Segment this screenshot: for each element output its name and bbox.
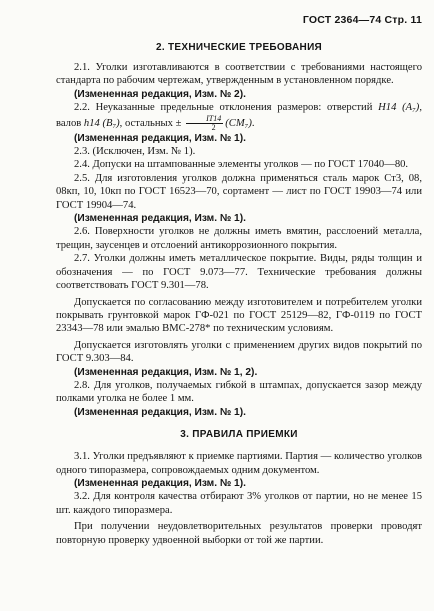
page-header: ГОСТ 2364—74 Стр. 11 [302, 14, 422, 26]
section-2-title: 2. ТЕХНИЧЕСКИЕ ТРЕБОВАНИЯ [155, 42, 323, 53]
paragraph-allowance-other: Допускается изготовлять уголки с применением других видов покрытий по ГОСТ 9.303—84. [56, 339, 422, 365]
text-fragment: , остальных ± [119, 117, 185, 129]
fraction-numerator: IT14 [186, 115, 223, 124]
paragraph-2-4: 2.4. Допуски на штампованные элементы уголков — по ГОСТ 17040—80. [74, 159, 409, 171]
paragraph-2-6: 2.6. Поверхности уголков не должны иметь вмятин, расслоений металла, трещин, заусенцев и отслоений антикоррозионного покрытия. [56, 226, 422, 251]
section-3-title: 3. ПРАВИЛА ПРИЕМКИ [180, 429, 298, 441]
document-body [56, 40, 422, 547]
text-fragment: . [251, 117, 255, 129]
tolerance-fraction [186, 115, 223, 132]
paragraph-2-2 [56, 101, 422, 131]
revision-note: (Измененная редакция, Изм. № 1). [74, 477, 246, 489]
revision-note: (Измененная редакция, Изм. № 1). [74, 406, 246, 418]
text-fragment: , валов [56, 102, 422, 129]
paragraph-3-1: 3.1. Уголки предъявляют к приемке партиями. Партия — количество уголков одного типоразмера, сопровождаемых одним документом. [56, 451, 422, 476]
paragraph-2-7: 2.7. Уголки должны иметь металлическое покрытие. Виды, ряды толщин и обозначения — по ГОСТ 9.073—77. Технические требования должны соответствовать ГОСТ 9.301—78. [56, 253, 422, 292]
revision-note: (Измененная редакция, Изм. № 1, 2). [74, 366, 258, 378]
other-tolerance: (CM₇) [225, 117, 252, 129]
text-fragment: 2.2. Неуказанные предельные отклонения размеров: отверстий [74, 102, 379, 114]
paragraph-3-2: 3.2. Для контроля качества отбирают 3% уголков от партии, но не менее 15 шт. каждого типоразмера. [56, 491, 422, 516]
paragraph-2-5: 2.5. Для изготовления уголков должна применяться сталь марок Ст3, 08, 08кп, 10, 10кп по ГОСТ 16523—70, сортамент — лист по ГОСТ 19903—74 или ГОСТ 19904—74. [56, 172, 422, 211]
paragraph-2-1: 2.1. Уголки изготавливаются в соответствии с требованиями настоящего стандарта по рабочим чертежам, утвержденным в установленном порядке. [56, 62, 422, 87]
fraction-denominator: 2 [211, 122, 216, 132]
paragraph-allowance-coating: Допускается по согласованию между изготовителем и потребителем уголки покрывать грунтовкой марок ГФ-021 по ГОСТ 25129—82, ГФ-0119 по ГОСТ 23343—78 или эмалью ВМС-278* по техническим условиям. [56, 296, 422, 335]
paragraph-retest: При получении неудовлетворительных результатов проверки проводят повторную проверку удвоенной выборки от той же партии. [56, 521, 422, 546]
paragraph-2-8: 2.8. Для уголков, получаемых гибкой в штампах, допускается зазор между полками уголка не более 1 мм. [56, 379, 422, 405]
revision-note: (Измененная редакция, Изм. № 1). [74, 213, 246, 225]
hole-tolerance: H14 (A₇) [378, 102, 420, 114]
shaft-tolerance: h14 (B₇) [83, 117, 120, 129]
paragraph-2-3: 2.3. (Исключен, Изм. № 1). [74, 146, 196, 158]
revision-note: (Измененная редакция, Изм. № 1). [74, 132, 246, 144]
revision-note: (Измененная редакция, Изм. № 2). [74, 88, 246, 100]
